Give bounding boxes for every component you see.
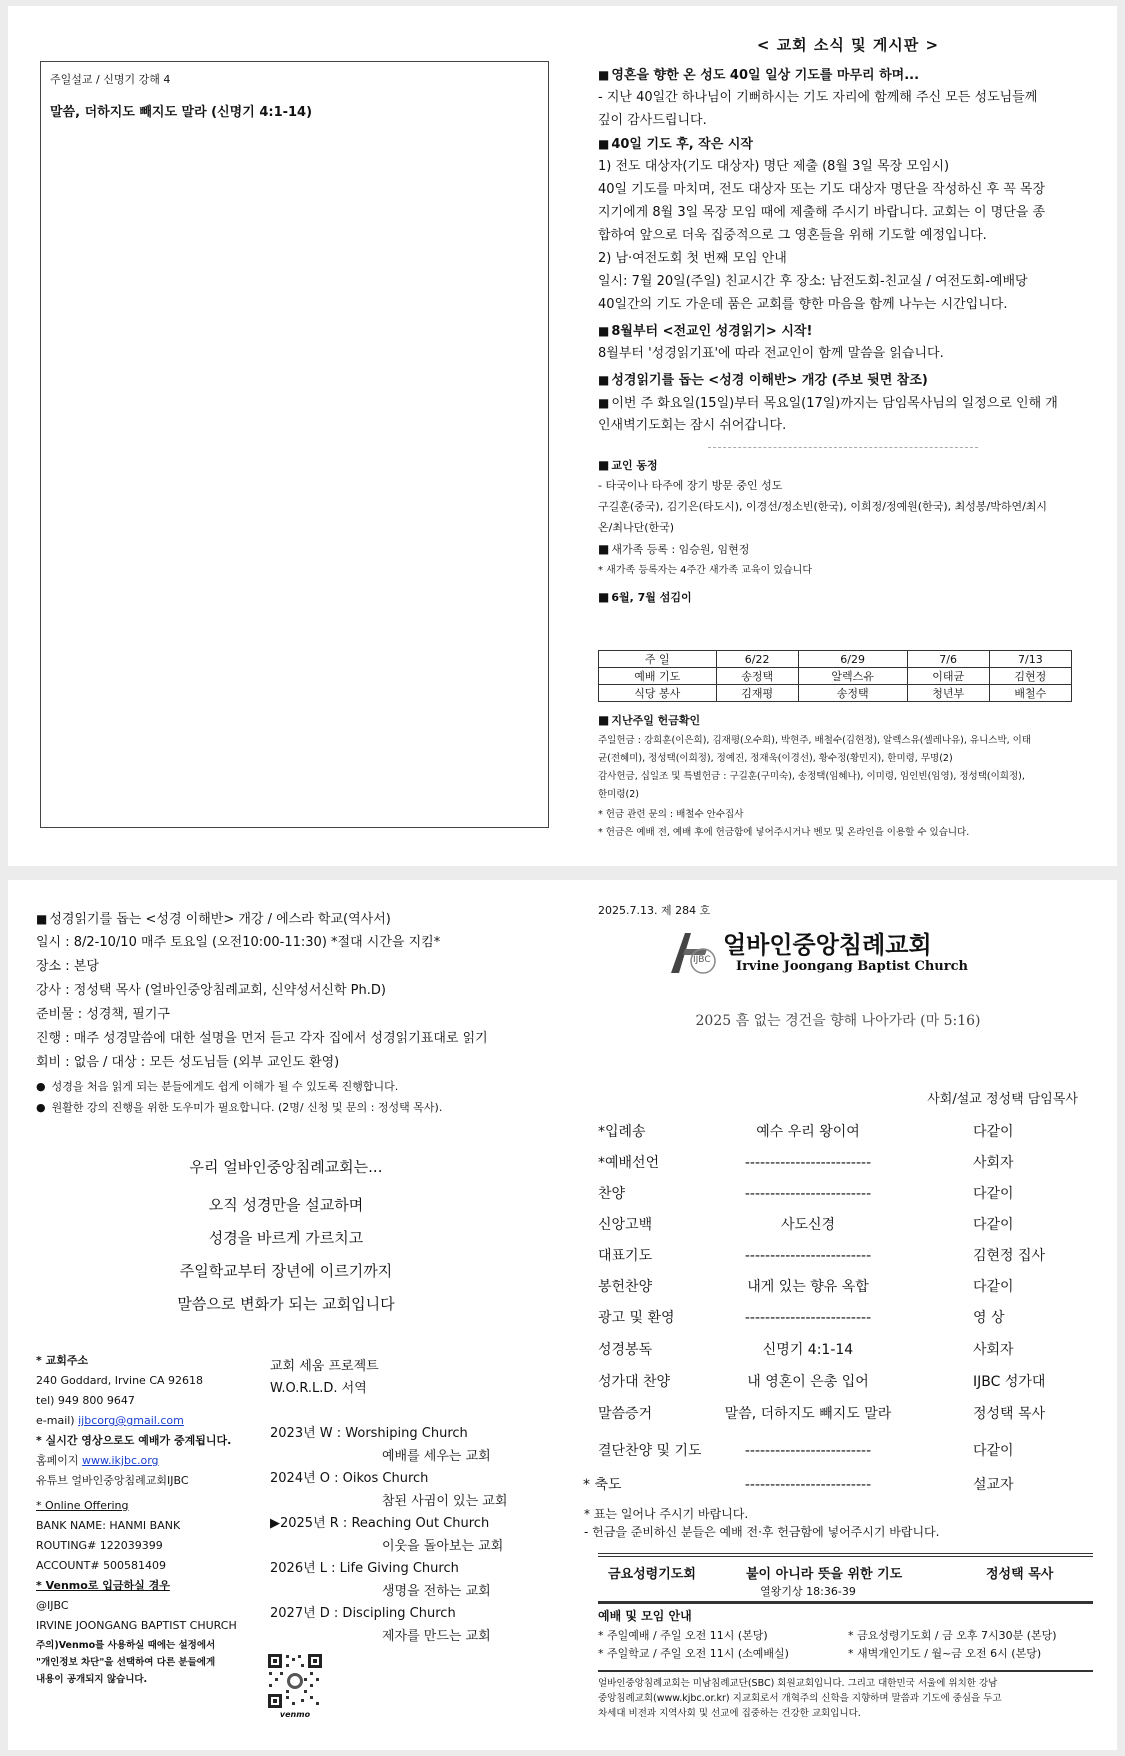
church-name-en: Irvine Joongang Baptist Church — [736, 959, 968, 974]
offering-title: 지난주일 헌금확인 — [611, 714, 701, 727]
square-bullet-icon: ■ — [598, 68, 610, 82]
square-bullet-icon: ■ — [598, 458, 610, 472]
order-item: 성가대 찬양 — [598, 1374, 671, 1390]
order-leader: 정성택 목사 — [973, 1406, 1046, 1422]
square-bullet-icon: ■ — [36, 912, 48, 926]
order-row — [598, 1276, 1078, 1298]
divider — [708, 447, 978, 448]
order-leader: 영 상 — [973, 1310, 1005, 1326]
bible-class-text: 회비 : 없음 / 대상 : 모든 성도님들 (외부 교인도 환영) — [36, 1055, 340, 1070]
project-desc: 이웃을 돌아보는 교회 — [382, 1539, 504, 1554]
mission-line: 우리 얼바인중앙침례교회는... — [189, 1158, 383, 1176]
about-text: 얼바인중앙침례교회는 미남침례교단(SBC) 회원교회입니다. 그리고 대한민국 서울에 위치한 강남 — [598, 1678, 998, 1689]
mission-line: 성경을 바르게 가르치고 — [208, 1229, 364, 1247]
online-offering-label: * Online Offering — [36, 1499, 129, 1512]
square-bullet-icon: ■ — [598, 396, 610, 410]
table-cell: 주 일 — [599, 651, 717, 668]
order-row — [598, 1183, 1078, 1205]
members-registration: 새가족 등록 : 임승원, 임현정 — [611, 543, 750, 556]
project-year: 2023년 W : Worshiping Church — [270, 1426, 468, 1441]
logo-text: IJBC — [693, 955, 711, 965]
news-s1-title: 영혼을 향한 온 성도 40일 일상 기도를 마무리 하며... — [611, 68, 920, 83]
square-bullet-icon: ■ — [598, 373, 610, 387]
news-text: - 지난 40일간 하나님이 기뻐하시는 기도 자리에 함께해 주신 모든 성도님들께 — [598, 90, 1038, 105]
church-about — [598, 1676, 1098, 1731]
table-cell: 이태균 — [907, 668, 989, 685]
bulletin-cover-page — [8, 880, 1117, 1750]
members-title: 교인 동정 — [611, 459, 658, 472]
news-text: 8월부터 '성경읽기표'에 따라 전교인이 함께 말씀을 읽습니다. — [598, 346, 944, 361]
table-cell: 청년부 — [907, 685, 989, 702]
project-year: 2024년 O : Oikos Church — [270, 1471, 429, 1486]
project-subtitle: W.O.R.L.D. 서역 — [270, 1381, 367, 1396]
members-text: 온/최나단(한국) — [598, 521, 675, 534]
friday-prayer — [598, 1563, 1093, 1603]
order-item: 말씀증거 — [598, 1406, 653, 1422]
offering-text: 주일헌금 : 강희훈(이은희), 김재평(오수희), 박현주, 배철수(김현정), 알렉스유(셀레나유), 유니스박, 이태 — [598, 735, 1032, 746]
order-leader: 김현정 집사 — [973, 1248, 1046, 1264]
bible-class-title: 성경읽기를 돕는 <성경 이해반> 개강 / 에스라 학교(역사서) — [49, 912, 391, 927]
news-s3-title: 8월부터 <전교인 성경읽기> 시작! — [611, 324, 813, 339]
divider — [598, 1670, 1093, 1672]
order-row — [598, 1339, 1078, 1361]
homepage-link[interactable]: www.ikjbc.org — [82, 1454, 159, 1467]
table-cell: 6/29 — [798, 651, 907, 668]
friday-title: 불이 아니라 뜻을 위한 기도 — [746, 1567, 903, 1582]
news-text: 일시: 7월 20일(주일) 친교시간 후 장소: 남전도회-친교실 / 여전도회-예배당 — [598, 274, 1028, 289]
divider — [598, 1601, 1093, 1604]
address-label: * 교회주소 — [36, 1354, 89, 1367]
order-item: 결단찬양 및 기도 — [598, 1443, 702, 1459]
sermon-title: 말씀, 더하지도 빼지도 말라 (신명기 4:1-14) — [50, 105, 313, 120]
offering-note: * 헌금은 예배 전, 예배 후에 헌금함에 넣어주시거나 벤모 및 온라인을 이용할 수 있습니다. — [598, 827, 970, 838]
table-cell: 김현정 — [989, 668, 1071, 685]
order-row — [598, 1214, 1078, 1236]
presider: 사회/설교 정성택 담임목사 — [927, 1092, 1078, 1107]
members-text: 구길훈(중국), 김기은(타도시), 이경선/정소빈(한국), 이희정/정예원(한국), 최성봉/박하연/최시 — [598, 500, 1048, 513]
youtube: 유튜브 얼바인중앙침례교회IJBC — [36, 1474, 189, 1487]
order-content: 사도신경 — [780, 1217, 836, 1233]
project-year: 2026년 L : Life Giving Church — [270, 1561, 459, 1576]
order-row — [598, 1403, 1078, 1425]
order-item: *입례송 — [598, 1124, 646, 1140]
servers-title: 6월, 7월 섬김이 — [611, 591, 692, 604]
email-link[interactable]: ijbcorg@gmail.com — [78, 1414, 184, 1427]
news-text: 40일 기도를 마치며, 전도 대상자 또는 기도 대상자 명단을 작성하신 후 꼭 목장 — [598, 182, 1046, 197]
meeting-item: * 주일예배 / 주일 오전 11시 (본당) — [598, 1629, 768, 1642]
news-s2-title: 40일 기도 후, 작은 시작 — [611, 137, 753, 152]
bible-class-text: 장소 : 본당 — [36, 959, 99, 974]
motto: 2025 흠 없는 경건을 향해 나아가라 (마 5:16) — [695, 1013, 981, 1029]
table-cell: 식당 봉사 — [599, 685, 717, 702]
order-item: *예배선언 — [598, 1155, 660, 1171]
square-bullet-icon: ■ — [598, 542, 610, 556]
members-text: - 타국이나 타주에 장기 방문 중인 성도 — [598, 479, 783, 492]
live-notice: * 실시간 영상으로도 예배가 중계됩니다. — [36, 1434, 232, 1447]
church-logo — [663, 925, 968, 981]
address: 240 Goddard, Irvine CA 92618 — [36, 1374, 204, 1387]
table-cell: 7/6 — [907, 651, 989, 668]
order-row — [583, 1474, 1063, 1496]
order-content: ------------------------- — [744, 1310, 872, 1326]
project-year: 2027년 D : Discipling Church — [270, 1606, 456, 1621]
bible-class-note: 원활한 강의 진행을 위한 도우미가 필요합니다. (2명/ 신청 및 문의 : 정성택 목사). — [51, 1101, 443, 1114]
homepage-label: 홈페이지 — [36, 1454, 79, 1467]
order-content: 내게 있는 향유 옥합 — [747, 1279, 869, 1295]
venmo-id: @IJBC — [36, 1599, 69, 1612]
bible-class-text: 진행 : 매주 성경말씀에 대한 설명을 먼저 듣고 각자 집에서 성경읽기표대로 읽기 — [36, 1031, 488, 1046]
meeting-item: * 새벽개인기도 / 월~금 오전 6시 (본당) — [848, 1647, 1042, 1660]
table-row — [599, 668, 1072, 685]
order-leader: 다같이 — [973, 1443, 1014, 1459]
table-cell: 알렉스유 — [798, 668, 907, 685]
table-cell: 배철수 — [989, 685, 1071, 702]
bullet-dot-icon: ● — [36, 1080, 46, 1093]
order-item: 봉헌찬양 — [598, 1279, 653, 1295]
divider — [598, 1553, 1093, 1557]
bible-class-text: 일시 : 8/2-10/10 매주 토요일 (오전10:00-11:30) *절대 시간을 지킴* — [36, 935, 441, 950]
venmo-note: "개인정보 차단"을 선택하여 다른 분들에게 — [36, 1657, 216, 1668]
news-text: 1) 전도 대상자(기도 대상자) 명단 제출 (8월 3일 목장 모임시) — [598, 159, 950, 174]
order-leader: 다같이 — [973, 1186, 1014, 1202]
table-row — [599, 651, 1072, 668]
order-row — [598, 1440, 1078, 1462]
table-cell: 예배 기도 — [599, 668, 717, 685]
offering-note: * 헌금 관련 문의 : 배철수 안수집사 — [598, 809, 744, 820]
news-text: 40일간의 기도 가운데 품은 교회를 향한 마음을 함께 나누는 시간입니다. — [598, 297, 1008, 312]
order-row — [598, 1307, 1078, 1329]
order-row — [598, 1371, 1078, 1393]
news-text: 지기에게 8월 3일 목장 모임 때에 제출해 주시기 바랍니다. 교회는 이 명단을 종 — [598, 205, 1046, 220]
venmo-title: * Venmo로 입금하실 경우 — [36, 1579, 170, 1592]
order-content: 말씀, 더하지도 빼지도 말라 — [724, 1406, 892, 1422]
order-content: ------------------------- — [744, 1248, 872, 1264]
order-leader: 사회자 — [973, 1342, 1014, 1358]
venmo-note: 내용이 공개되지 않습니다. — [36, 1674, 148, 1685]
order-row — [598, 1245, 1078, 1267]
order-item: 신앙고백 — [598, 1217, 653, 1233]
contact-section — [36, 1352, 286, 1732]
project-title: 교회 세움 프로젝트 — [270, 1359, 379, 1374]
square-bullet-icon: ■ — [598, 713, 610, 727]
qr-label: venmo — [279, 1710, 311, 1719]
sermon-series: 주일설교 / 신명기 강해 4 — [50, 73, 171, 86]
church-name-kr: 얼바인중앙침례교회 — [723, 930, 932, 959]
table-cell: 6/22 — [716, 651, 798, 668]
sermon-notes-box — [40, 61, 549, 828]
bank-name: BANK NAME: HANMI BANK — [36, 1519, 181, 1532]
meeting-item: * 금요성령기도회 / 금 오후 7시30분 (본당) — [848, 1629, 1057, 1642]
offering-text: 감사헌금, 십일조 및 특별헌금 : 구길훈(구미숙), 송정택(임혜나), 이미령, 임인빈(임영), 정성택(이희정), — [598, 771, 1025, 782]
bible-class-text: 준비물 : 성경책, 필기구 — [36, 1007, 170, 1022]
mission-line: 오직 성경만을 설교하며 — [208, 1196, 364, 1214]
order-content: ------------------------- — [744, 1477, 872, 1493]
bulletin-date: 2025.7.13. 제 284 호 — [598, 904, 711, 917]
servers-table — [598, 650, 1072, 702]
order-leader: IJBC 성가대 — [973, 1374, 1046, 1390]
order-leader: 다같이 — [973, 1279, 1014, 1295]
order-row — [598, 1152, 1078, 1174]
square-bullet-icon: ■ — [598, 590, 610, 604]
news-text: 이번 주 화요일(15일)부터 목요일(17일)까지는 담임목사님의 일정으로 인해 개 — [611, 396, 1058, 411]
offering-text: 균(전혜미), 정성택(이희정), 정예진, 정재욱(이경선), 황수정(황민지), 한미령, 무명(2) — [598, 753, 953, 764]
order-leader: 설교자 — [973, 1477, 1014, 1493]
bible-class-section — [36, 910, 536, 1114]
bible-class-note: 성경을 처음 읽게 되는 분들에게도 쉽게 이해가 될 수 있도록 진행합니다. — [51, 1080, 399, 1093]
table-cell: 송정택 — [798, 685, 907, 702]
news-s4-title: 성경읽기를 돕는 <성경 이해반> 개강 (주보 뒷면 참조) — [611, 373, 928, 388]
phone: tel) 949 800 9647 — [36, 1394, 135, 1407]
world-project — [270, 1358, 570, 1658]
account-number: ACCOUNT# 500581409 — [36, 1559, 167, 1572]
friday-preacher: 정성택 목사 — [986, 1567, 1054, 1582]
qr-code-icon — [266, 1652, 324, 1710]
table-cell: 김재평 — [716, 685, 798, 702]
order-leader: 사회자 — [973, 1155, 1014, 1171]
order-item: 찬양 — [598, 1186, 626, 1202]
table-row — [599, 685, 1072, 702]
table-cell: 송정택 — [716, 668, 798, 685]
order-item: 성경봉독 — [598, 1342, 653, 1358]
meetings-title: 예배 및 모임 안내 — [598, 1609, 692, 1623]
news-text: 2) 남·여전도회 첫 번째 모임 안내 — [598, 251, 787, 266]
news-text: 합하여 앞으로 더욱 집중적으로 그 영혼들을 위해 기도할 예정입니다. — [598, 228, 987, 243]
square-bullet-icon: ■ — [598, 137, 610, 151]
order-content: ------------------------- — [744, 1443, 872, 1459]
order-content: ------------------------- — [744, 1155, 872, 1171]
offering-reminder: - 헌금을 준비하신 분들은 예배 전·후 헌금함에 넣어주시기 바랍니다. — [584, 1525, 940, 1539]
venmo-qr-code[interactable] — [266, 1652, 324, 1722]
friday-label: 금요성령기도회 — [608, 1567, 696, 1582]
project-desc: 예배를 세우는 교회 — [382, 1449, 491, 1464]
table-cell: 7/13 — [989, 651, 1071, 668]
project-year: ▶2025년 R : Reaching Out Church — [270, 1516, 490, 1531]
order-item: 광고 및 환영 — [598, 1310, 675, 1326]
offering-text: 한미령(2) — [598, 789, 639, 800]
order-content: 예수 우리 왕이여 — [756, 1124, 860, 1140]
friday-scripture: 열왕기상 18:36-39 — [760, 1585, 856, 1598]
bible-class-text: 강사 : 정성택 목사 (얼바인중앙침례교회, 신약성서신학 Ph.D) — [36, 983, 386, 998]
order-leader: 다같이 — [973, 1217, 1014, 1233]
members-note: * 새가족 등록자는 4주간 새가족 교육이 있습니다 — [598, 565, 812, 576]
mission-line: 말씀으로 변화가 되는 교회입니다 — [177, 1295, 395, 1313]
venmo-note: 주의)Venmo를 사용하실 때에는 설정에서 — [36, 1640, 216, 1651]
about-text: 차세대 비전과 지역사회 및 선교에 집중하는 건강한 교회입니다. — [598, 1708, 861, 1719]
order-row — [598, 1121, 1078, 1143]
mission-statement — [36, 1158, 536, 1313]
standing-note: * 표는 일어나 주시기 바랍니다. — [584, 1507, 749, 1521]
order-item: 대표기도 — [598, 1248, 653, 1264]
news-heading: < 교회 소식 및 게시판 > — [756, 36, 940, 54]
email-label: e-mail) — [36, 1414, 75, 1427]
routing-number: ROUTING# 122039399 — [36, 1539, 163, 1552]
project-desc: 제자를 만드는 교회 — [382, 1629, 491, 1644]
news-text: 인새벽기도회는 잠시 쉬어갑니다. — [598, 418, 787, 433]
bullet-dot-icon: ● — [36, 1101, 46, 1114]
order-content: 신명기 4:1-14 — [762, 1342, 854, 1358]
order-leader: 다같이 — [973, 1124, 1014, 1140]
project-desc: 생명을 전하는 교회 — [382, 1584, 491, 1599]
order-content: ------------------------- — [744, 1186, 872, 1202]
offering-section — [598, 711, 1098, 841]
square-bullet-icon: ■ — [598, 324, 610, 338]
church-emblem-icon — [663, 925, 723, 977]
venmo-name: IRVINE JOONGANG BAPTIST CHURCH — [36, 1619, 237, 1632]
order-content: 내 영혼이 은총 입어 — [747, 1374, 869, 1390]
bulletin-inner-page — [8, 6, 1117, 866]
project-desc: 참된 사귐이 있는 교회 — [382, 1494, 508, 1509]
meeting-item: * 주일학교 / 주일 오전 11시 (소예배실) — [598, 1647, 789, 1660]
about-text: 중앙침례교회(www.kjbc.or.kr) 지교회로서 개혁주의 신학을 지향하며 말씀과 기도에 중심을 두고 — [598, 1693, 1002, 1704]
mission-line: 주일학교부터 장년에 이르기까지 — [179, 1262, 393, 1280]
news-text: 깊이 감사드립니다. — [598, 113, 707, 128]
order-item: * 축도 — [583, 1477, 622, 1493]
